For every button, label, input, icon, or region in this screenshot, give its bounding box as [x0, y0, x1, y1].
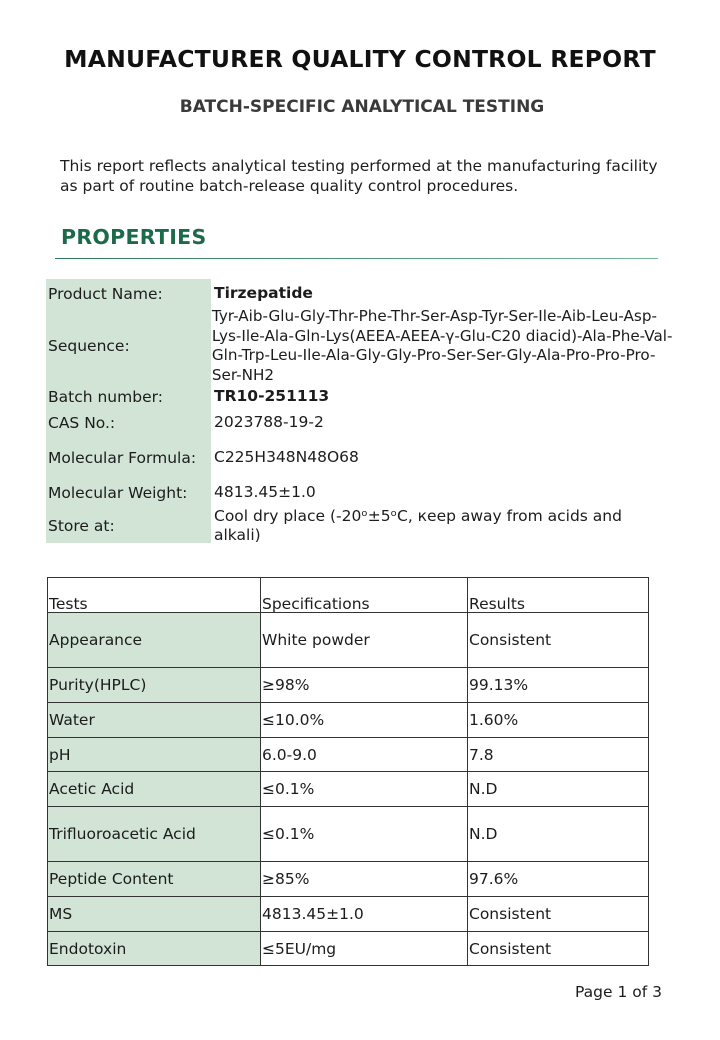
table-row: [48, 772, 649, 807]
properties-heading: PROPERTIES: [61, 225, 207, 249]
property-label: Batch number:: [48, 388, 163, 406]
tests-table: [47, 577, 649, 966]
table-header-row: [48, 578, 649, 613]
test-result: Consistent: [468, 932, 649, 966]
property-value: Tirzepatide: [214, 284, 313, 303]
property-row-storage: [46, 506, 676, 546]
table-row: [48, 932, 649, 966]
property-row-product-name: [46, 283, 676, 305]
test-result: 1.60%: [468, 703, 649, 738]
test-name: Acetic Acid: [48, 772, 261, 807]
test-name: pH: [48, 738, 261, 772]
test-specification: ≤5EU/mg: [261, 932, 468, 966]
test-result: N.D: [468, 772, 649, 807]
table-row: [48, 897, 649, 932]
header-specifications: Specifications: [261, 578, 468, 613]
test-name: Appearance: [48, 613, 261, 668]
property-value: C225H348N48O68: [214, 448, 359, 467]
table-row: [48, 862, 649, 897]
test-result: 7.8: [468, 738, 649, 772]
property-value: 4813.45±1.0: [214, 483, 316, 502]
property-row-molecular-weight: [46, 482, 676, 504]
test-specification: ≤0.1%: [261, 807, 468, 862]
test-specification: ≥98%: [261, 668, 468, 703]
property-label: Store at:: [48, 517, 115, 535]
test-name: Peptide Content: [48, 862, 261, 897]
test-name: MS: [48, 897, 261, 932]
table-row: [48, 668, 649, 703]
section-divider: [55, 258, 658, 259]
property-row-sequence: [46, 307, 676, 385]
header-results: Results: [468, 578, 649, 613]
property-label: Product Name:: [48, 285, 163, 303]
test-specification: 4813.45±1.0: [261, 897, 468, 932]
intro-paragraph: This report reflects analytical testing performed at the manufacturing facility as part of routine batch-release quality control procedures.: [60, 157, 658, 195]
test-specification: ≤10.0%: [261, 703, 468, 738]
table-row: [48, 738, 649, 772]
property-label: Sequence:: [48, 337, 130, 355]
test-name: Trifluoroacetic Acid: [48, 807, 261, 862]
property-label: Molecular Formula:: [48, 449, 197, 467]
table-row: [48, 613, 649, 668]
table-row: [48, 703, 649, 738]
property-value: Tyr-Aib-Glu-Gly-Thr-Phe-Thr-Ser-Asp-Tyr-Ser-Ile-Aib-Leu-Asp-Lys-Ile-Ala-Gln-Lys(AEEA-AEEA-γ-Glu-C20 diacid)-Ala-Phe-Val-Gln-Trp-Leu-Ile-Ala-Gly-Gly-Pro-Ser-Ser-Gly-Ala-Pro-Pro-Pro-Ser-NH2: [211, 307, 673, 384]
page-number: Page 1 of 3: [575, 983, 662, 1001]
report-title: MANUFACTURER QUALITY CONTROL REPORT: [64, 45, 656, 73]
property-label: CAS No.:: [48, 414, 116, 432]
test-result: N.D: [468, 807, 649, 862]
test-specification: 6.0-9.0: [261, 738, 468, 772]
table-row: [48, 807, 649, 862]
header-tests: Tests: [48, 578, 261, 613]
test-result: 99.13%: [468, 668, 649, 703]
property-value: Cool dry place (-20ᵒ±5ᵒC, кeep away from acids and alkali): [214, 506, 622, 544]
property-value: 2023788-19-2: [214, 413, 324, 432]
test-name: Endotoxin: [48, 932, 261, 966]
test-result: Consistent: [468, 613, 649, 668]
test-name: Water: [48, 703, 261, 738]
test-result: 97.6%: [468, 862, 649, 897]
test-result: Consistent: [468, 897, 649, 932]
test-specification: ≤0.1%: [261, 772, 468, 807]
report-subtitle: BATCH-SPECIFIC ANALYTICAL TESTING: [179, 97, 545, 117]
property-label: Molecular Weight:: [48, 484, 188, 502]
test-name: Purity(HPLC): [48, 668, 261, 703]
property-value: TR10-251113: [214, 387, 330, 406]
property-row-molecular-formula: [46, 447, 676, 469]
test-specification: ≥85%: [261, 862, 468, 897]
property-row-cas-number: [46, 412, 676, 434]
test-specification: White powder: [261, 613, 468, 668]
property-row-batch-number: [46, 386, 676, 408]
